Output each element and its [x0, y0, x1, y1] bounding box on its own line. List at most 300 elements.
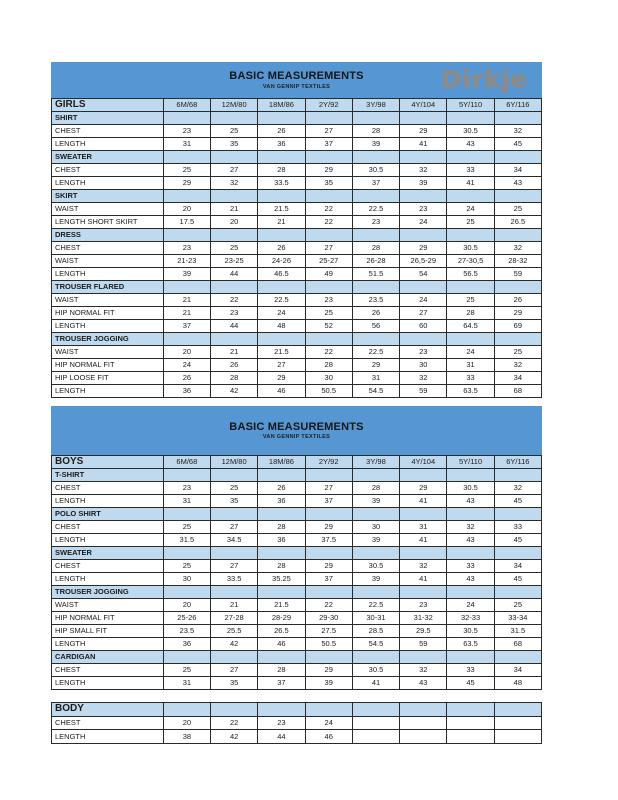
- data-row: [52, 320, 542, 333]
- size-column-header: 4Y/104: [400, 99, 447, 112]
- section-empty-cell: [211, 229, 258, 242]
- measurement-cell: 41: [400, 495, 447, 508]
- size-column-header: 5Y/110: [447, 99, 494, 112]
- measurement-cell: 29: [400, 242, 447, 255]
- section-empty-cell: [352, 112, 399, 125]
- section-empty-cell: [352, 151, 399, 164]
- data-row: [52, 203, 542, 216]
- measurement-cell: 31: [163, 495, 210, 508]
- section-empty-cell: [163, 333, 210, 346]
- measurement-cell: 45: [447, 677, 494, 690]
- measurement-cell: 21: [163, 294, 210, 307]
- measurement-cell: 28: [211, 372, 258, 385]
- measurement-cell: 26: [258, 242, 305, 255]
- measurement-cell: 59: [494, 268, 541, 281]
- section-empty-cell: [163, 508, 210, 521]
- data-row: [52, 599, 542, 612]
- measurement-cell: 43: [400, 677, 447, 690]
- measurement-cell: 29: [305, 664, 352, 677]
- measurement-cell: 50.5: [305, 385, 352, 398]
- measurement-cell: 36: [258, 534, 305, 547]
- section-empty-cell: [305, 333, 352, 346]
- section-row: [52, 333, 542, 346]
- measurement-cell: 30: [400, 359, 447, 372]
- measurement-cell: 28: [258, 164, 305, 177]
- measurement-cell: 56.5: [447, 268, 494, 281]
- measurement-cell: 30: [352, 521, 399, 534]
- measurement-cell: 52: [305, 320, 352, 333]
- section-empty-cell: [258, 229, 305, 242]
- measurement-cell: [400, 716, 447, 730]
- measurement-cell: 25: [163, 521, 210, 534]
- measurement-cell: 42: [211, 385, 258, 398]
- section-empty-cell: [400, 547, 447, 560]
- measurement-cell: 45: [494, 495, 541, 508]
- measurement-cell: 32: [400, 560, 447, 573]
- section-empty-cell: [352, 547, 399, 560]
- measurement-cell: 24: [400, 294, 447, 307]
- body-header-row: [52, 703, 542, 717]
- measurement-cell: 23: [163, 125, 210, 138]
- measurement-cell: 23-25: [211, 255, 258, 268]
- measurement-cell: 64.5: [447, 320, 494, 333]
- measurement-cell: 41: [352, 677, 399, 690]
- section-empty-cell: [352, 508, 399, 521]
- measurement-cell: 24: [447, 346, 494, 359]
- measurement-cell: 44: [211, 320, 258, 333]
- row-label: LENGTH: [52, 268, 164, 281]
- measurement-cell: 23: [211, 307, 258, 320]
- section-empty-cell: [211, 651, 258, 664]
- measurement-cell: 33.5: [211, 573, 258, 586]
- measurement-cell: 43: [447, 138, 494, 151]
- measurement-cell: 26-28: [352, 255, 399, 268]
- measurement-cell: 31-32: [400, 612, 447, 625]
- measurement-cell: 29.5: [400, 625, 447, 638]
- measurement-cell: 22.5: [258, 294, 305, 307]
- measurement-cell: 38: [163, 730, 210, 744]
- section-empty-cell: [400, 508, 447, 521]
- measurement-cell: 21: [258, 216, 305, 229]
- measurement-cell: 25: [494, 599, 541, 612]
- measurement-cell: 30: [163, 573, 210, 586]
- data-row: [52, 242, 542, 255]
- size-column-header: 6Y/116: [494, 456, 541, 469]
- section-empty-cell: [352, 333, 399, 346]
- section-row: [52, 547, 542, 560]
- section-empty-cell: [447, 651, 494, 664]
- measurement-cell: 31.5: [163, 534, 210, 547]
- section-empty-cell: [494, 229, 541, 242]
- measurement-cell: 32-33: [447, 612, 494, 625]
- measurement-cell: 30.5: [352, 164, 399, 177]
- measurement-cell: 35.25: [258, 573, 305, 586]
- section-label: DRESS: [52, 229, 164, 242]
- size-column-header: [258, 703, 305, 717]
- measurement-cell: 27: [211, 664, 258, 677]
- measurement-cell: 25.5: [211, 625, 258, 638]
- measurement-cell: 28: [352, 482, 399, 495]
- measurement-cell: 29: [494, 307, 541, 320]
- section-empty-cell: [163, 547, 210, 560]
- row-label: HIP NORMAL FIT: [52, 307, 164, 320]
- measurement-cell: 29-30: [305, 612, 352, 625]
- section-row: [52, 651, 542, 664]
- row-label: LENGTH SHORT SKIRT: [52, 216, 164, 229]
- section-empty-cell: [494, 151, 541, 164]
- measurement-cell: 39: [352, 573, 399, 586]
- section-empty-cell: [494, 281, 541, 294]
- measurement-cell: 21: [211, 203, 258, 216]
- measurement-cell: 39: [163, 268, 210, 281]
- measurement-cell: 20: [211, 216, 258, 229]
- table-title-cell: BOYS: [52, 456, 164, 469]
- measurement-cell: 39: [352, 138, 399, 151]
- body-measurements-table: [51, 702, 542, 744]
- measurement-cell: 32: [494, 125, 541, 138]
- size-column-header: 3Y/98: [352, 99, 399, 112]
- size-column-header: [352, 703, 399, 717]
- section-empty-cell: [447, 333, 494, 346]
- measurement-cell: 23: [400, 203, 447, 216]
- measurement-cell: 36: [163, 385, 210, 398]
- measurement-cell: 43: [494, 177, 541, 190]
- row-label: CHEST: [52, 125, 164, 138]
- row-label: WAIST: [52, 599, 164, 612]
- row-label: LENGTH: [52, 534, 164, 547]
- measurement-cell: 30.5: [352, 560, 399, 573]
- measurement-cell: 26: [211, 359, 258, 372]
- size-column-header: 6Y/116: [494, 99, 541, 112]
- measurement-cell: 60: [400, 320, 447, 333]
- section-empty-cell: [258, 547, 305, 560]
- measurement-cell: 26: [352, 307, 399, 320]
- measurement-cell: 29: [352, 359, 399, 372]
- measurement-cell: 27: [305, 125, 352, 138]
- measurement-cell: 22: [305, 599, 352, 612]
- section-row: [52, 229, 542, 242]
- measurement-cell: 32: [400, 164, 447, 177]
- measurement-cell: 39: [352, 534, 399, 547]
- chart-subtitle: VAN GENNIP TEXTILES: [262, 434, 331, 441]
- measurement-cell: 31: [163, 138, 210, 151]
- data-row: [52, 534, 542, 547]
- size-column-header: [305, 703, 352, 717]
- measurement-cell: 23: [400, 599, 447, 612]
- data-row: [52, 125, 542, 138]
- measurement-cell: 25: [211, 125, 258, 138]
- size-column-header: [447, 703, 494, 717]
- measurement-cell: 63.5: [447, 385, 494, 398]
- section-empty-cell: [211, 112, 258, 125]
- measurement-cell: 24: [258, 307, 305, 320]
- measurement-cell: 39: [305, 677, 352, 690]
- measurement-cell: 54: [400, 268, 447, 281]
- data-row: [52, 177, 542, 190]
- section-label: T-SHIRT: [52, 469, 164, 482]
- section-empty-cell: [400, 586, 447, 599]
- dirkje-logo: Dirkje: [441, 65, 528, 94]
- section-empty-cell: [494, 112, 541, 125]
- measurement-cell: 36: [258, 495, 305, 508]
- measurement-cell: 21.5: [258, 346, 305, 359]
- measurement-cell: 26.5: [258, 625, 305, 638]
- measurement-cell: 46: [305, 730, 352, 744]
- measurement-cell: 25: [305, 307, 352, 320]
- section-empty-cell: [258, 469, 305, 482]
- row-label: LENGTH: [52, 138, 164, 151]
- section-empty-cell: [163, 469, 210, 482]
- section-empty-cell: [258, 151, 305, 164]
- measurement-cell: 25: [163, 560, 210, 573]
- size-column-header: 3Y/98: [352, 456, 399, 469]
- section-empty-cell: [305, 547, 352, 560]
- data-row: [52, 482, 542, 495]
- measurement-cell: 25-27: [305, 255, 352, 268]
- data-row: [52, 138, 542, 151]
- measurement-cell: 30: [305, 372, 352, 385]
- measurement-cell: 21: [211, 346, 258, 359]
- measurement-cell: 22.5: [352, 203, 399, 216]
- row-label: CHEST: [52, 716, 164, 730]
- measurement-cell: 32: [494, 482, 541, 495]
- section-empty-cell: [163, 229, 210, 242]
- row-label: LENGTH: [52, 677, 164, 690]
- measurement-cell: 68: [494, 385, 541, 398]
- measurement-cell: 22: [211, 716, 258, 730]
- measurement-cell: 37.5: [305, 534, 352, 547]
- data-row: [52, 372, 542, 385]
- measurement-cell: 28.5: [352, 625, 399, 638]
- data-row: [52, 346, 542, 359]
- measurement-cell: 20: [163, 346, 210, 359]
- section-empty-cell: [447, 151, 494, 164]
- row-label: LENGTH: [52, 730, 164, 744]
- measurement-cell: 46: [258, 385, 305, 398]
- measurement-cell: 33: [447, 164, 494, 177]
- measurement-cell: [494, 716, 541, 730]
- measurement-cell: 43: [447, 573, 494, 586]
- measurement-cell: 68: [494, 638, 541, 651]
- section-row: [52, 112, 542, 125]
- measurement-cell: [352, 730, 399, 744]
- measurement-cell: 30-31: [352, 612, 399, 625]
- section-empty-cell: [447, 190, 494, 203]
- section-empty-cell: [163, 586, 210, 599]
- measurement-cell: 32: [211, 177, 258, 190]
- measurement-cell: 23: [305, 294, 352, 307]
- measurement-cell: 54.5: [352, 638, 399, 651]
- measurement-cell: 29: [305, 164, 352, 177]
- girls-header-row: [52, 99, 542, 112]
- measurement-cell: [494, 730, 541, 744]
- measurement-cell: 27: [211, 164, 258, 177]
- measurement-cell: 37: [305, 573, 352, 586]
- measurement-cell: 56: [352, 320, 399, 333]
- section-empty-cell: [352, 586, 399, 599]
- measurement-cell: 32: [447, 521, 494, 534]
- measurement-cell: 37: [258, 677, 305, 690]
- data-row: [52, 664, 542, 677]
- measurement-cell: 44: [258, 730, 305, 744]
- measurement-cell: 59: [400, 385, 447, 398]
- measurement-cell: 25: [163, 664, 210, 677]
- measurement-cell: 44: [211, 268, 258, 281]
- row-label: CHEST: [52, 164, 164, 177]
- row-label: CHEST: [52, 560, 164, 573]
- measurement-cell: 23: [400, 346, 447, 359]
- measurement-cell: 28: [258, 664, 305, 677]
- measurement-cell: 32: [400, 372, 447, 385]
- section-empty-cell: [163, 151, 210, 164]
- table-title-cell: GIRLS: [52, 99, 164, 112]
- measurement-cell: 34: [494, 560, 541, 573]
- measurement-cell: 26: [163, 372, 210, 385]
- section-empty-cell: [447, 469, 494, 482]
- measurement-cell: [447, 716, 494, 730]
- section-empty-cell: [211, 281, 258, 294]
- data-row: [52, 521, 542, 534]
- section-empty-cell: [447, 508, 494, 521]
- section-empty-cell: [305, 190, 352, 203]
- section-empty-cell: [352, 651, 399, 664]
- section-empty-cell: [211, 333, 258, 346]
- measurement-cell: 23: [352, 216, 399, 229]
- size-column-header: 18M/86: [258, 456, 305, 469]
- measurement-cell: 26: [258, 125, 305, 138]
- data-row: [52, 573, 542, 586]
- section-empty-cell: [352, 281, 399, 294]
- boys-measurements-table: [51, 455, 542, 690]
- row-label: WAIST: [52, 346, 164, 359]
- measurement-cell: 35: [211, 495, 258, 508]
- data-row: [52, 268, 542, 281]
- measurement-cell: [352, 716, 399, 730]
- section-empty-cell: [163, 651, 210, 664]
- size-column-header: 4Y/104: [400, 456, 447, 469]
- measurement-cell: 31: [163, 677, 210, 690]
- measurement-cell: 35: [211, 677, 258, 690]
- row-label: HIP LOOSE FIT: [52, 372, 164, 385]
- section-empty-cell: [258, 586, 305, 599]
- measurement-cell: 21: [211, 599, 258, 612]
- row-label: CHEST: [52, 242, 164, 255]
- boys-header-band: [51, 406, 542, 455]
- section-empty-cell: [447, 281, 494, 294]
- measurement-cell: 31: [400, 521, 447, 534]
- section-empty-cell: [447, 586, 494, 599]
- measurement-cell: 28: [352, 125, 399, 138]
- measurement-cell: 28: [258, 560, 305, 573]
- measurement-cell: 22: [305, 203, 352, 216]
- measurement-cell: 30.5: [447, 625, 494, 638]
- measurement-cell: 25: [494, 203, 541, 216]
- measurement-cell: 27: [211, 521, 258, 534]
- section-empty-cell: [400, 651, 447, 664]
- measurement-cell: 48: [258, 320, 305, 333]
- chart-title: BASIC MEASUREMENTS: [229, 420, 364, 433]
- section-row: [52, 281, 542, 294]
- measurement-cell: 31: [352, 372, 399, 385]
- measurement-cell: 28: [258, 521, 305, 534]
- measurement-cell: 24: [163, 359, 210, 372]
- measurement-cell: 23.5: [352, 294, 399, 307]
- measurement-cell: 69: [494, 320, 541, 333]
- size-column-header: [163, 703, 210, 717]
- row-label: WAIST: [52, 294, 164, 307]
- measurement-cell: 30.5: [447, 482, 494, 495]
- section-empty-cell: [305, 586, 352, 599]
- measurement-cell: 37: [163, 320, 210, 333]
- size-column-header: 18M/86: [258, 99, 305, 112]
- measurement-cell: 34: [494, 164, 541, 177]
- measurement-cell: 31.5: [494, 625, 541, 638]
- section-empty-cell: [305, 229, 352, 242]
- size-column-header: 6M/68: [163, 456, 210, 469]
- measurement-cell: 27.5: [305, 625, 352, 638]
- section-row: [52, 190, 542, 203]
- data-row: [52, 495, 542, 508]
- measurement-cell: 45: [494, 534, 541, 547]
- measurement-cell: 28-29: [258, 612, 305, 625]
- row-label: LENGTH: [52, 177, 164, 190]
- data-row: [52, 255, 542, 268]
- section-label: POLO SHIRT: [52, 508, 164, 521]
- section-empty-cell: [494, 547, 541, 560]
- section-label: SWEATER: [52, 547, 164, 560]
- size-column-header: 2Y/92: [305, 99, 352, 112]
- section-empty-cell: [494, 651, 541, 664]
- measurement-cell: 46.5: [258, 268, 305, 281]
- data-row: [52, 164, 542, 177]
- measurement-cell: 27-28: [211, 612, 258, 625]
- measurement-cell: 28: [352, 242, 399, 255]
- measurement-cell: 27: [305, 482, 352, 495]
- measurement-cell: 30.5: [447, 242, 494, 255]
- data-row: [52, 638, 542, 651]
- measurement-cell: 32: [494, 359, 541, 372]
- data-row: [52, 385, 542, 398]
- measurement-cell: 36: [163, 638, 210, 651]
- section-empty-cell: [305, 112, 352, 125]
- measurement-cell: 34.5: [211, 534, 258, 547]
- measurement-cell: 25: [447, 216, 494, 229]
- measurement-cell: 30.5: [447, 125, 494, 138]
- data-row: [52, 216, 542, 229]
- row-label: LENGTH: [52, 638, 164, 651]
- section-empty-cell: [258, 333, 305, 346]
- size-column-header: [400, 703, 447, 717]
- section-empty-cell: [163, 112, 210, 125]
- measurement-cell: 42: [211, 638, 258, 651]
- size-column-header: 12M/80: [211, 99, 258, 112]
- measurement-cell: 29: [163, 177, 210, 190]
- measurement-cell: 29: [258, 372, 305, 385]
- measurement-cell: 27-30,5: [447, 255, 494, 268]
- measurement-cell: 28: [305, 359, 352, 372]
- measurement-cell: 20: [163, 203, 210, 216]
- measurement-cell: 26: [494, 294, 541, 307]
- section-label: SWEATER: [52, 151, 164, 164]
- measurement-cell: 41: [400, 138, 447, 151]
- measurement-cell: 23.5: [163, 625, 210, 638]
- row-label: LENGTH: [52, 573, 164, 586]
- measurement-cell: 21.5: [258, 203, 305, 216]
- measurement-cell: 27: [211, 560, 258, 573]
- measurement-cell: 22.5: [352, 599, 399, 612]
- measurement-cell: 26.5: [494, 216, 541, 229]
- section-empty-cell: [163, 190, 210, 203]
